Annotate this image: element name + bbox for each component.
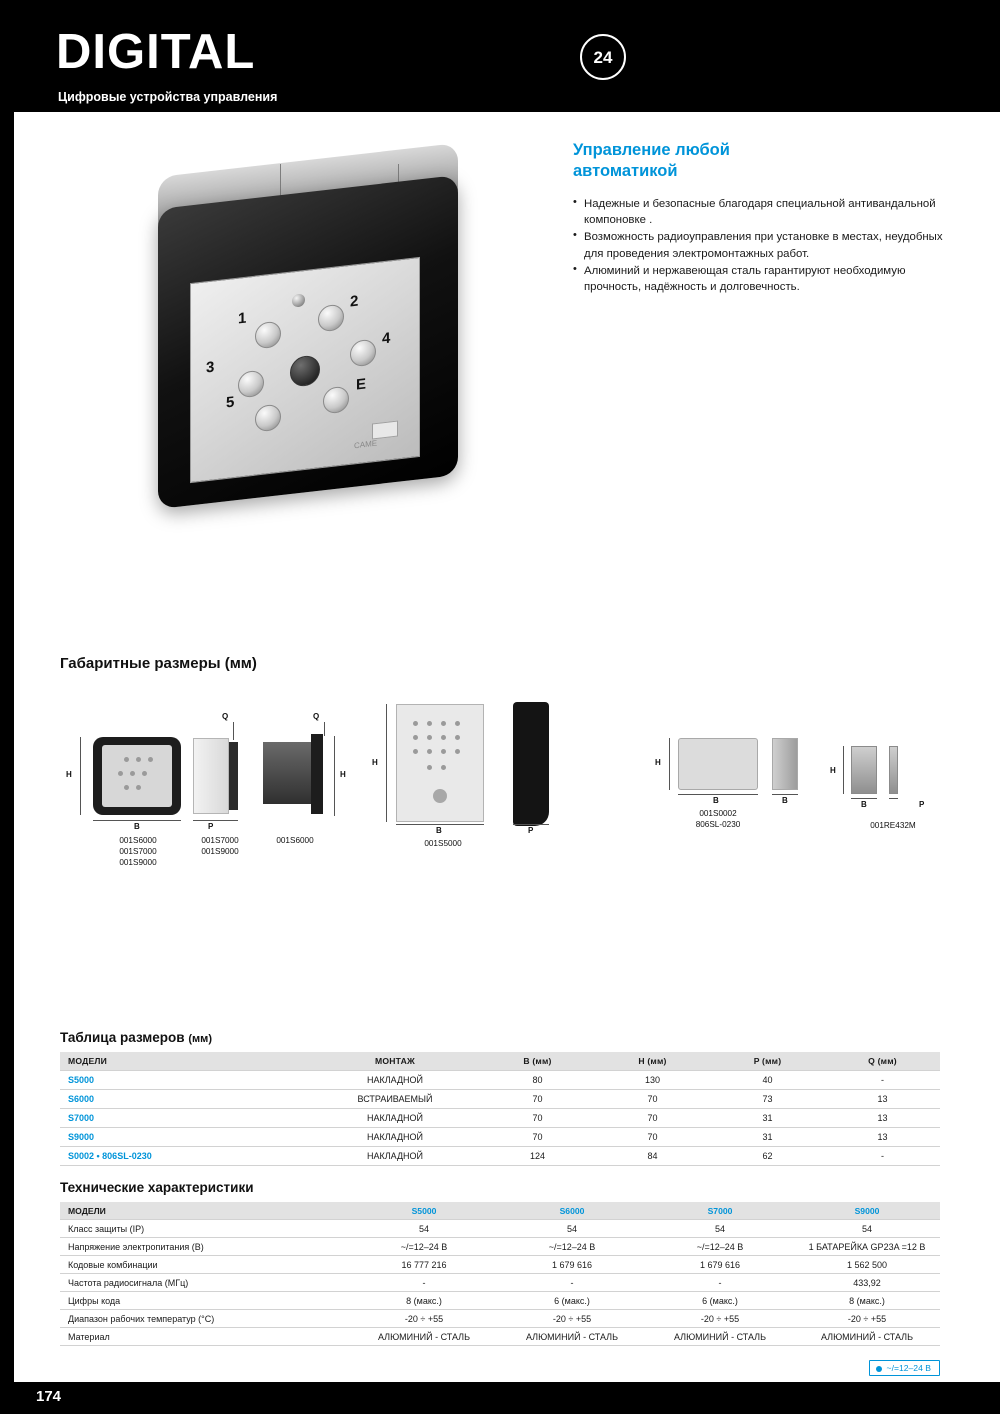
dims-table-title-unit: (мм): [188, 1033, 212, 1045]
col-header-mount: МОНТАЖ: [310, 1052, 480, 1071]
cell-h: 70: [647, 1113, 658, 1123]
page-number: 174: [36, 1388, 62, 1405]
cell-spec-name: Частота радиосигнала (МГц): [60, 1274, 350, 1292]
col-header-models: МОДЕЛИ: [60, 1202, 350, 1220]
cell-s5000: 16 777 216: [350, 1256, 498, 1274]
cell-p: 31: [762, 1132, 773, 1142]
cell-s9000: 1 562 500: [794, 1256, 940, 1274]
legend-text: ~/=12–24 В: [886, 1363, 931, 1373]
dim-label-b2: B: [436, 826, 442, 835]
intro-bullet: • Алюминий и нержавеющая сталь гарантируют необходимую прочность, надёжность и долговечность.: [573, 263, 953, 295]
key-label-4: 4: [382, 329, 391, 348]
page-header: [0, 0, 1000, 112]
drawing-re432m-side: [889, 746, 898, 794]
drawing-caption-3: 001S6000: [276, 836, 314, 845]
key-label-3: 3: [206, 358, 215, 377]
drawing-caption-2: 001S7000 001S9000: [201, 836, 239, 857]
cell-mount: НАКЛАДНОЙ: [366, 1113, 424, 1123]
intro-title-line-1: Управление любой: [573, 141, 730, 159]
cell-s7000: 1 679 616: [646, 1256, 794, 1274]
dimensions-table: [60, 1052, 940, 1166]
cell-s5000: 8 (макс.): [350, 1292, 498, 1310]
cell-q: 13: [877, 1113, 888, 1123]
cell-p: 31: [762, 1113, 773, 1123]
cell-s5000: -20 ÷ +55: [350, 1310, 498, 1328]
cell-s5000: ~/=12–24 В: [350, 1238, 498, 1256]
drawing-side-s7000: [193, 738, 229, 814]
cell-s9000: 1 БАТАРЕЙКА GP23A =12 В: [794, 1238, 940, 1256]
brand-signature: CAME: [354, 438, 378, 451]
col-header-h: H (мм): [595, 1052, 710, 1071]
drawing-caption-4: 001S5000: [424, 839, 462, 848]
cell-s6000: -20 ÷ +55: [498, 1310, 646, 1328]
legend-dot-icon: [876, 1366, 882, 1372]
cell-spec-name: Диапазон рабочих температур (°C): [60, 1310, 350, 1328]
cell-spec-name: Материал: [60, 1328, 350, 1346]
cell-p: 73: [762, 1094, 773, 1104]
cell-b: 70: [532, 1113, 543, 1123]
cell-s7000: -: [646, 1274, 794, 1292]
cell-b: 70: [532, 1094, 543, 1104]
cell-spec-name: Кодовые комбинации: [60, 1256, 350, 1274]
intro-title-line-2: автоматикой: [573, 162, 678, 181]
cell-s6000: АЛЮМИНИЙ - СТАЛЬ: [498, 1328, 646, 1346]
cell-s6000: 1 679 616: [498, 1256, 646, 1274]
cell-q: -: [881, 1075, 884, 1085]
cell-q: -: [881, 1151, 884, 1161]
dim-label-h: H: [66, 770, 72, 779]
key-label-5: 5: [226, 393, 235, 412]
cell-p: 62: [762, 1151, 773, 1161]
dim-label-q2: Q: [313, 712, 320, 721]
key-label-e: E: [356, 375, 367, 394]
cell-h: 84: [647, 1151, 658, 1161]
cell-s9000: -20 ÷ +55: [794, 1310, 940, 1328]
dim-label-b: B: [134, 822, 140, 831]
col-header-s5000: S5000: [350, 1202, 498, 1220]
dims-table-title: [60, 1030, 212, 1045]
dim-label-q: Q: [222, 712, 229, 721]
drawing-side-s5000: [513, 702, 549, 826]
dim-label-h2: H: [340, 770, 346, 779]
table-row: [60, 1090, 940, 1109]
cell-b: 70: [532, 1132, 543, 1142]
cell-mount: НАКЛАДНОЙ: [366, 1151, 424, 1161]
cell-s6000: 54: [498, 1220, 646, 1238]
cell-s9000: 8 (макс.): [794, 1292, 940, 1310]
table-row: [60, 1292, 940, 1310]
drawing-side-s6000-flange: [311, 734, 323, 814]
intro-bullet: • Возможность радиоуправления при установке в местах, неудобных для проведения электромонтажных работ.: [573, 229, 953, 261]
cell-h: 70: [647, 1094, 658, 1104]
drawing-front-panel: [102, 745, 172, 807]
col-header-s6000: S6000: [498, 1202, 646, 1220]
footer-bar: [0, 1382, 1000, 1414]
cell-b: 80: [532, 1075, 543, 1085]
cell-spec-name: Цифры кода: [60, 1292, 350, 1310]
key-label-1: 1: [238, 309, 247, 328]
cell-s6000: ~/=12–24 В: [498, 1238, 646, 1256]
cell-s7000: ~/=12–24 В: [646, 1238, 794, 1256]
cell-s9000: 54: [794, 1220, 940, 1238]
dimensions-section-title: Габаритные размеры (мм): [60, 655, 257, 672]
dim-label-b4: B: [782, 796, 788, 805]
drawing-box-s0002: [678, 738, 758, 790]
intro-bullet: • Надежные и безопасные благодаря специальной антивандальной компоновке .: [573, 196, 953, 228]
cell-s5000: 54: [350, 1220, 498, 1238]
brand-subtitle: Цифровые устройства управления: [58, 90, 278, 104]
cell-mount: НАКЛАДНОЙ: [366, 1075, 424, 1085]
cell-s7000: -20 ÷ +55: [646, 1310, 794, 1328]
badge-24-icon: [580, 34, 626, 80]
cell-mount: ВСТРАИВАЕМЫЙ: [357, 1094, 433, 1104]
cell-s6000: 6 (макс.): [498, 1292, 646, 1310]
dim-label-h5: H: [830, 766, 836, 775]
cell-s7000: 6 (макс.): [646, 1292, 794, 1310]
cell-q: 13: [877, 1094, 888, 1104]
dim-label-p3: P: [919, 800, 925, 809]
dimension-drawings: [0, 690, 1000, 890]
col-header-models: МОДЕЛИ: [60, 1052, 310, 1071]
cell-h: 70: [647, 1132, 658, 1142]
drawing-re432m-front: [851, 746, 877, 794]
tech-table-title: Технические характеристики: [60, 1180, 254, 1195]
dim-label-p: P: [208, 822, 214, 831]
dim-label-p2: P: [528, 826, 534, 835]
cell-s5000: АЛЮМИНИЙ - СТАЛЬ: [350, 1328, 498, 1346]
cell-s7000: АЛЮМИНИЙ - СТАЛЬ: [646, 1328, 794, 1346]
key-label-2: 2: [350, 292, 359, 311]
cell-mount: НАКЛАДНОЙ: [366, 1132, 424, 1142]
dims-table-title-text: Таблица размеров: [60, 1030, 185, 1045]
col-header-b: B (мм): [480, 1052, 595, 1071]
cell-spec-name: Напряжение электропитания (B): [60, 1238, 350, 1256]
dim-label-h3: H: [372, 758, 378, 767]
table-row: [60, 1147, 940, 1166]
intro-title: [573, 140, 953, 183]
drawing-side-s6000-body: [263, 742, 313, 804]
dim-label-b3: B: [713, 796, 719, 805]
drawing-box-s0002-side: [772, 738, 798, 790]
table-row: [60, 1238, 940, 1256]
drawing-front-s6000: [93, 737, 181, 815]
cell-model: S9000: [68, 1132, 95, 1142]
intro-bullet-list: [573, 196, 953, 296]
product-photo: [110, 150, 510, 570]
technical-specs-table: [60, 1202, 940, 1346]
table-row: [60, 1328, 940, 1346]
table-header-row: [60, 1052, 940, 1071]
drawing-side-s7000-cover: [229, 742, 238, 810]
table-header-row: [60, 1202, 940, 1220]
cell-h: 130: [644, 1075, 661, 1085]
cell-s9000: АЛЮМИНИЙ - СТАЛЬ: [794, 1328, 940, 1346]
brand-title: DIGITAL: [56, 25, 256, 79]
cell-spec-name: Класс защиты (IP): [60, 1220, 350, 1238]
dim-label-b5: B: [861, 800, 867, 809]
cell-s6000: -: [498, 1274, 646, 1292]
table-row: [60, 1256, 940, 1274]
col-header-q: Q (мм): [825, 1052, 940, 1071]
cell-model: S7000: [68, 1113, 95, 1123]
table-row: [60, 1310, 940, 1328]
cell-s9000: 433,92: [794, 1274, 940, 1292]
drawing-caption-1: 001S6000 001S7000 001S9000: [119, 836, 157, 868]
cell-model: S0002 • 806SL-0230: [68, 1151, 152, 1161]
drawing-caption-5: 001S0002 806SL-0230: [695, 809, 741, 830]
cell-p: 40: [762, 1075, 773, 1085]
col-header-p: P (мм): [710, 1052, 825, 1071]
table-row: [60, 1128, 940, 1147]
cell-q: 13: [877, 1132, 888, 1142]
panel-slot: [372, 421, 398, 440]
drawing-caption-6: 001RE432M: [870, 821, 916, 830]
table-row: [60, 1274, 940, 1292]
drawing-front-s5000: [396, 704, 484, 822]
cell-model: S6000: [68, 1094, 95, 1104]
cell-s7000: 54: [646, 1220, 794, 1238]
voltage-legend: [869, 1360, 940, 1376]
col-header-s7000: S7000: [646, 1202, 794, 1220]
cell-b: 124: [529, 1151, 546, 1161]
table-row: [60, 1220, 940, 1238]
cell-model: S5000: [68, 1075, 95, 1085]
col-header-s9000: S9000: [794, 1202, 940, 1220]
table-row: [60, 1109, 940, 1128]
badge-number: 24: [593, 47, 613, 67]
dim-label-h4: H: [655, 758, 661, 767]
table-row: [60, 1071, 940, 1090]
cell-s5000: -: [350, 1274, 498, 1292]
